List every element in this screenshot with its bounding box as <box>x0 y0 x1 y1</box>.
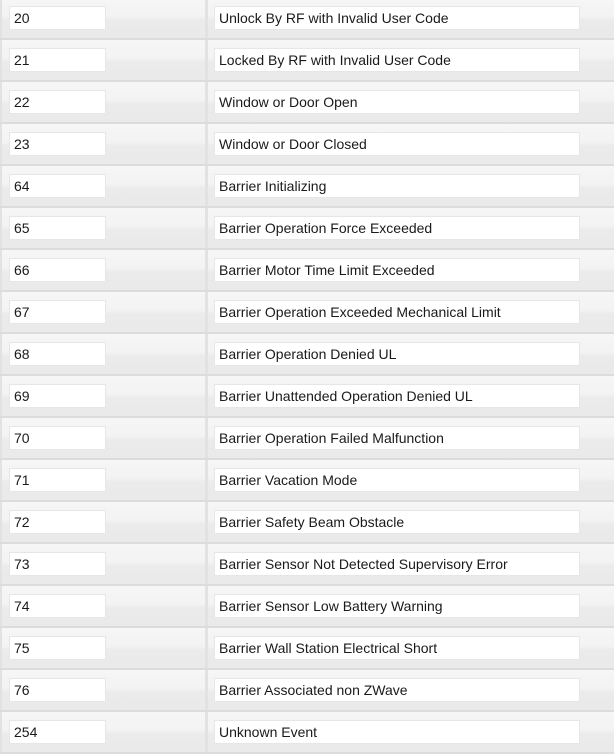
event-code-field[interactable]: 23 <box>9 132 106 156</box>
event-code-field[interactable]: 68 <box>9 342 106 366</box>
event-code-field[interactable]: 254 <box>9 720 106 744</box>
event-name-field[interactable]: Window or Door Open <box>214 90 580 114</box>
code-cell <box>2 460 205 500</box>
table-row <box>0 82 614 124</box>
table-row <box>0 250 614 292</box>
code-cell <box>2 418 205 458</box>
event-name-field[interactable]: Barrier Motor Time Limit Exceeded <box>214 258 580 282</box>
name-cell <box>208 586 614 626</box>
code-cell <box>2 628 205 668</box>
event-name-field[interactable]: Barrier Associated non ZWave <box>214 678 580 702</box>
table-row <box>0 208 614 250</box>
code-cell <box>2 208 205 248</box>
event-name-field[interactable]: Unknown Event <box>214 720 580 744</box>
code-cell <box>2 0 205 38</box>
name-cell <box>208 376 614 416</box>
event-code-field[interactable]: 65 <box>9 216 106 240</box>
event-name-field[interactable]: Locked By RF with Invalid User Code <box>214 48 580 72</box>
event-name-field[interactable]: Barrier Sensor Low Battery Warning <box>214 594 580 618</box>
event-name-field[interactable]: Barrier Sensor Not Detected Supervisory Error <box>214 552 580 576</box>
event-code-field[interactable]: 70 <box>9 426 106 450</box>
event-name-field[interactable]: Window or Door Closed <box>214 132 580 156</box>
name-cell <box>208 250 614 290</box>
event-code-field[interactable]: 73 <box>9 552 106 576</box>
code-cell <box>2 502 205 542</box>
name-cell <box>208 208 614 248</box>
name-cell <box>208 334 614 374</box>
event-code-field[interactable]: 72 <box>9 510 106 534</box>
name-cell <box>208 712 614 752</box>
event-code-field[interactable]: 20 <box>9 6 106 30</box>
code-cell <box>2 670 205 710</box>
event-code-field[interactable]: 67 <box>9 300 106 324</box>
event-name-field[interactable]: Barrier Vacation Mode <box>214 468 580 492</box>
event-name-field[interactable]: Barrier Operation Failed Malfunction <box>214 426 580 450</box>
table-row <box>0 292 614 334</box>
event-name-field[interactable]: Barrier Safety Beam Obstacle <box>214 510 580 534</box>
code-cell <box>2 82 205 122</box>
table-row <box>0 376 614 418</box>
code-cell <box>2 40 205 80</box>
name-cell <box>208 628 614 668</box>
event-code-field[interactable]: 21 <box>9 48 106 72</box>
table-row <box>0 334 614 376</box>
table-row <box>0 544 614 586</box>
event-name-field[interactable]: Unlock By RF with Invalid User Code <box>214 6 580 30</box>
table-row <box>0 712 614 754</box>
event-code-field[interactable]: 75 <box>9 636 106 660</box>
event-name-field[interactable]: Barrier Wall Station Electrical Short <box>214 636 580 660</box>
name-cell <box>208 124 614 164</box>
code-cell <box>2 124 205 164</box>
name-cell <box>208 82 614 122</box>
code-cell <box>2 712 205 752</box>
event-code-field[interactable]: 22 <box>9 90 106 114</box>
table-row <box>0 502 614 544</box>
event-code-field[interactable]: 71 <box>9 468 106 492</box>
event-code-field[interactable]: 64 <box>9 174 106 198</box>
table-row <box>0 166 614 208</box>
name-cell <box>208 544 614 584</box>
event-name-field[interactable]: Barrier Operation Denied UL <box>214 342 580 366</box>
name-cell <box>208 670 614 710</box>
code-cell <box>2 250 205 290</box>
code-cell <box>2 376 205 416</box>
name-cell <box>208 502 614 542</box>
name-cell <box>208 166 614 206</box>
table-row <box>0 40 614 82</box>
code-cell <box>2 334 205 374</box>
table-row <box>0 670 614 712</box>
table-row <box>0 586 614 628</box>
table-row <box>0 460 614 502</box>
code-cell <box>2 292 205 332</box>
table-row <box>0 124 614 166</box>
event-name-field[interactable]: Barrier Initializing <box>214 174 580 198</box>
name-cell <box>208 40 614 80</box>
event-name-field[interactable]: Barrier Operation Force Exceeded <box>214 216 580 240</box>
table-row <box>0 628 614 670</box>
event-code-field[interactable]: 66 <box>9 258 106 282</box>
event-code-field[interactable]: 69 <box>9 384 106 408</box>
name-cell <box>208 418 614 458</box>
code-cell <box>2 586 205 626</box>
table-row <box>0 418 614 460</box>
event-name-field[interactable]: Barrier Unattended Operation Denied UL <box>214 384 580 408</box>
name-cell <box>208 460 614 500</box>
name-cell <box>208 0 614 38</box>
code-cell <box>2 544 205 584</box>
event-code-field[interactable]: 74 <box>9 594 106 618</box>
table-row <box>0 0 614 40</box>
event-code-field[interactable]: 76 <box>9 678 106 702</box>
event-name-field[interactable]: Barrier Operation Exceeded Mechanical Limit <box>214 300 580 324</box>
name-cell <box>208 292 614 332</box>
code-cell <box>2 166 205 206</box>
